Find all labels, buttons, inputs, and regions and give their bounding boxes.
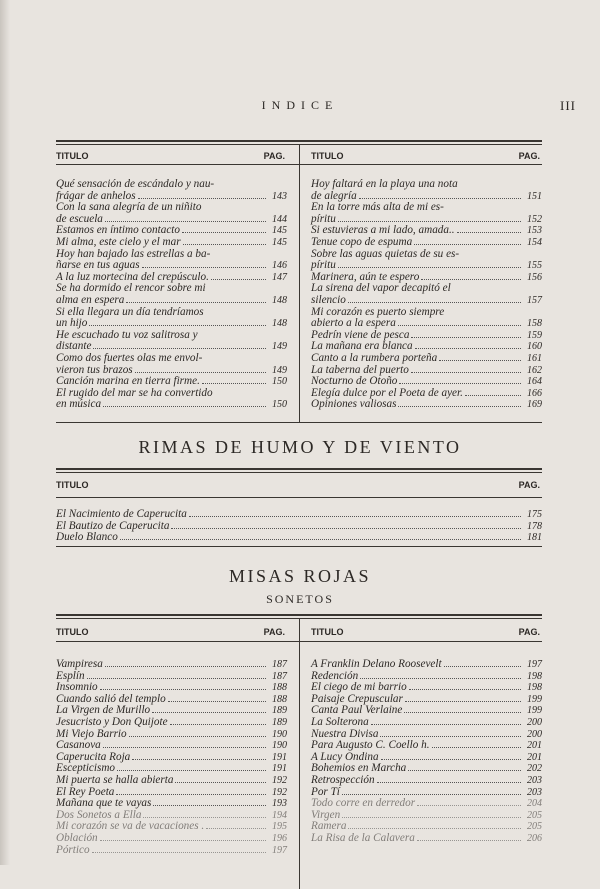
dot-leader bbox=[417, 805, 521, 806]
entry-title-line1: Con la sana alegría de un niñito bbox=[56, 201, 202, 214]
entry-title: Caperucita Roja bbox=[56, 750, 131, 763]
index-entry bbox=[56, 798, 287, 810]
dot-leader bbox=[143, 817, 266, 818]
entry-title: Redención bbox=[311, 669, 359, 682]
entry-title: Dos Sonetos a Ella bbox=[56, 808, 142, 821]
entry-page-number: 156 bbox=[527, 271, 542, 283]
entry-page-number: 201 bbox=[527, 740, 542, 752]
entry-title: Virgen bbox=[311, 808, 341, 821]
entry-page-number: 161 bbox=[527, 352, 542, 364]
column-divider bbox=[299, 145, 300, 164]
dot-leader bbox=[409, 689, 521, 690]
index-entry bbox=[311, 833, 542, 845]
entry-title: La taberna del puerto bbox=[311, 363, 409, 376]
entries-list bbox=[56, 498, 542, 546]
entry-title-line2: un hijo bbox=[56, 317, 88, 330]
dot-leader bbox=[93, 348, 266, 349]
dot-leader bbox=[405, 701, 521, 702]
index-entry bbox=[311, 659, 542, 671]
page-edge-shadow bbox=[0, 0, 10, 865]
entry-title: La Virgen de Murillo bbox=[56, 704, 151, 717]
dot-leader bbox=[100, 840, 266, 841]
entry-title: Ramera bbox=[311, 820, 347, 833]
entry-title: Bohemios en Marcha bbox=[311, 762, 407, 775]
entry-title-line2: píritu bbox=[311, 212, 336, 225]
entry-title: A Lucy Ondina bbox=[311, 750, 379, 763]
entry-page-number: 197 bbox=[527, 659, 542, 670]
entry-title: Tenue copo de espuma bbox=[311, 235, 413, 248]
entry-title-line2: vieron tus brazos bbox=[56, 363, 133, 376]
dot-leader bbox=[92, 852, 266, 853]
entry-page-number: 190 bbox=[272, 728, 287, 740]
entry-page-number: 192 bbox=[272, 774, 287, 786]
entry-page-number: 150 bbox=[272, 376, 287, 388]
header-titulo: TITULO bbox=[311, 627, 344, 637]
entry-page-number: 152 bbox=[527, 213, 542, 225]
entry-page-number: 200 bbox=[527, 728, 542, 740]
entry-page-number: 166 bbox=[527, 387, 542, 399]
index-entry bbox=[56, 659, 287, 671]
entry-title: Escepticismo bbox=[56, 762, 116, 775]
entry-title: Pórtico bbox=[56, 843, 90, 856]
entry-page-number: 164 bbox=[527, 376, 542, 388]
dot-leader bbox=[348, 828, 521, 829]
entry-title-line2: de alegría bbox=[311, 189, 357, 202]
entry-page-number: 149 bbox=[272, 341, 287, 353]
entry-title: Marinera, aún te espero bbox=[311, 270, 420, 283]
dot-leader bbox=[342, 794, 521, 795]
entry-title: Esplín bbox=[56, 669, 85, 682]
entry-title: Canta Paul Verlaine bbox=[311, 704, 403, 717]
entry-title-line1: El rugido del mar se ha convertido bbox=[56, 386, 213, 399]
entry-title: Si estuvieras a mi lado, amada.. bbox=[311, 224, 455, 237]
header-pag: PAG. bbox=[518, 480, 540, 490]
column-divider bbox=[299, 642, 300, 889]
entry-page-number: 154 bbox=[527, 236, 542, 248]
entry-page-number: 187 bbox=[272, 659, 287, 670]
index-entry bbox=[311, 775, 542, 787]
entry-title: Mañana que te vayas bbox=[56, 797, 152, 810]
column-divider bbox=[299, 165, 300, 422]
dot-leader bbox=[189, 516, 521, 517]
entry-title: La Risa de la Calavera bbox=[311, 831, 415, 844]
entry-page-number: 189 bbox=[272, 705, 287, 717]
entry-title-line1: Como dos fuertes olas me envol- bbox=[56, 351, 203, 364]
entry-page-number: 159 bbox=[527, 329, 542, 341]
dot-leader bbox=[377, 782, 521, 783]
entry-title: Insomnio bbox=[56, 681, 98, 694]
index-entry bbox=[56, 775, 287, 787]
index-entry bbox=[311, 399, 542, 411]
entry-title: El Nacimiento de Caperucita bbox=[56, 508, 187, 520]
index-section-1 bbox=[56, 140, 542, 423]
entry-page-number: 144 bbox=[272, 213, 287, 225]
dot-leader bbox=[168, 701, 266, 702]
entry-page-number: 194 bbox=[272, 809, 287, 821]
entry-page-number: 205 bbox=[527, 821, 542, 833]
dot-leader bbox=[116, 794, 266, 795]
dot-leader bbox=[152, 712, 266, 713]
dot-leader bbox=[153, 805, 266, 806]
entry-title: La Solterona bbox=[311, 715, 369, 728]
entry-title: Duelo Blanco bbox=[56, 531, 118, 544]
entry-title: Mi alma, este cielo y el mar bbox=[56, 235, 181, 248]
page-number: III bbox=[560, 98, 576, 113]
entry-page-number: 188 bbox=[272, 682, 287, 694]
entry-title: Oblación bbox=[56, 831, 98, 844]
dot-leader bbox=[404, 712, 521, 713]
entries-right-column bbox=[299, 179, 542, 422]
dot-leader bbox=[170, 724, 266, 725]
entry-title: A Franklin Delano Roosevelt bbox=[311, 658, 442, 670]
entry-page-number: 201 bbox=[527, 751, 542, 763]
dot-leader bbox=[465, 395, 521, 396]
entry-page-number: 197 bbox=[272, 844, 287, 856]
entry-page-number: 195 bbox=[272, 821, 287, 833]
entry-page-number: 147 bbox=[272, 271, 287, 283]
entry-page-number: 169 bbox=[527, 399, 542, 411]
index-entry bbox=[56, 353, 287, 376]
entry-title: Mi Viejo Barrio bbox=[56, 727, 127, 740]
dot-leader bbox=[348, 302, 521, 303]
dot-leader bbox=[457, 232, 521, 233]
entry-title-line2: alma en espera bbox=[56, 293, 125, 306]
bottom-rule bbox=[56, 546, 542, 547]
entry-page-number: 192 bbox=[272, 786, 287, 798]
entry-page-number: 191 bbox=[272, 751, 287, 763]
entry-title-line1: Se ha dormido el rencor sobre mi bbox=[56, 282, 206, 295]
index-entry bbox=[56, 521, 542, 533]
header-titulo: TITULO bbox=[56, 627, 89, 637]
index-entry bbox=[311, 249, 542, 272]
index-entry bbox=[56, 833, 287, 845]
entry-title-line1: Sobre las aguas quietas de su es- bbox=[311, 247, 460, 260]
entry-title: Pedrín viene de pesca bbox=[311, 328, 410, 341]
entry-title-line2: distante bbox=[56, 340, 92, 353]
index-entry bbox=[311, 179, 542, 202]
dot-leader bbox=[132, 759, 266, 760]
header-titulo: TITULO bbox=[56, 151, 89, 161]
dot-leader bbox=[439, 360, 521, 361]
entry-title-line1: Hoy han bajado las estrellas a ba- bbox=[56, 247, 211, 260]
entries-left-column bbox=[56, 659, 299, 889]
section-subtitle-sonetos: SONETOS bbox=[266, 592, 334, 606]
dot-leader bbox=[399, 383, 521, 384]
index-entry bbox=[56, 237, 287, 249]
index-entry bbox=[311, 283, 542, 306]
entry-page-number: 178 bbox=[527, 520, 542, 532]
entry-page-number: 145 bbox=[272, 225, 287, 237]
entry-page-number: 190 bbox=[272, 740, 287, 752]
section-title-misas: MISAS ROJAS bbox=[228, 566, 372, 586]
entry-page-number: 155 bbox=[527, 260, 542, 272]
entries-left-column bbox=[56, 179, 299, 422]
index-entry bbox=[311, 202, 542, 225]
index-entry bbox=[56, 179, 287, 202]
entry-page-number: 191 bbox=[272, 763, 287, 775]
entry-title: Elegía dulce por el Poeta de ayer. bbox=[311, 386, 463, 399]
entry-title: Paisaje Crepuscular bbox=[311, 692, 403, 705]
header-pag: PAG. bbox=[518, 627, 540, 637]
dot-leader bbox=[89, 325, 266, 326]
entry-page-number: 149 bbox=[272, 364, 287, 376]
entry-title-line1: Hoy faltará en la playa una nota bbox=[311, 178, 458, 190]
dot-leader bbox=[421, 279, 521, 280]
entry-title: Estamos en íntimo contacto bbox=[56, 224, 180, 237]
entry-title: El Bautizo de Caperucita bbox=[56, 519, 170, 532]
index-entry bbox=[311, 353, 542, 365]
entry-title-line1: La sirena del vapor decapitó el bbox=[311, 282, 451, 295]
index-entry bbox=[311, 740, 542, 752]
index-entry bbox=[311, 237, 542, 249]
entry-page-number: 146 bbox=[272, 260, 287, 272]
entry-page-number: 143 bbox=[272, 190, 287, 202]
dot-leader bbox=[100, 689, 266, 690]
dot-leader bbox=[105, 221, 266, 222]
index-entry bbox=[56, 330, 287, 353]
entry-title: La mañana era blanca bbox=[311, 340, 413, 353]
entry-page-number: 188 bbox=[272, 693, 287, 705]
dot-leader bbox=[338, 221, 521, 222]
entry-title-line1: Qué sensación de escándalo y nau- bbox=[56, 178, 215, 190]
dot-leader bbox=[138, 198, 266, 199]
index-entry bbox=[56, 388, 287, 411]
dot-leader bbox=[342, 817, 521, 818]
dot-leader bbox=[117, 770, 266, 771]
entry-title: Para Augusto C. Coello h. bbox=[311, 739, 430, 752]
dot-leader bbox=[417, 840, 521, 841]
entry-page-number: 189 bbox=[272, 716, 287, 728]
entry-title: Mi puerta se halla abierta bbox=[56, 773, 174, 786]
entry-page-number: 193 bbox=[272, 798, 287, 810]
entry-page-number: 204 bbox=[527, 798, 542, 810]
dot-leader bbox=[360, 678, 521, 679]
dot-leader bbox=[175, 782, 266, 783]
dot-leader bbox=[183, 244, 266, 245]
index-entry bbox=[56, 283, 287, 306]
dot-leader bbox=[415, 348, 521, 349]
dot-leader bbox=[135, 372, 266, 373]
entry-title: Casanova bbox=[56, 739, 101, 752]
entry-page-number: 196 bbox=[272, 832, 287, 844]
index-entry bbox=[56, 532, 542, 544]
entry-page-number: 203 bbox=[527, 786, 542, 798]
entry-page-number: 157 bbox=[527, 294, 542, 306]
column-divider bbox=[299, 619, 300, 641]
index-entry bbox=[56, 376, 287, 388]
index-section-2 bbox=[56, 468, 542, 547]
entry-title: Opiniones valiosas bbox=[311, 398, 397, 411]
dot-leader bbox=[126, 302, 266, 303]
dot-leader bbox=[411, 337, 521, 338]
entry-page-number: 150 bbox=[272, 399, 287, 411]
entry-page-number: 148 bbox=[272, 294, 287, 306]
dot-leader bbox=[103, 406, 266, 407]
entry-title: Mi corazón se va de vacaciones . bbox=[56, 820, 205, 833]
entry-page-number: 202 bbox=[527, 763, 542, 775]
entry-title: Nocturno de Otoño bbox=[311, 375, 398, 388]
entries-right-column bbox=[299, 659, 542, 889]
entry-title-line2: abierto a la espera bbox=[311, 317, 396, 330]
index-entry bbox=[311, 376, 542, 388]
entry-title: Nuestra Divisa bbox=[311, 727, 379, 740]
dot-leader bbox=[338, 267, 521, 268]
entry-title: Jesucristo y Don Quijote bbox=[56, 715, 168, 728]
entry-page-number: 200 bbox=[527, 716, 542, 728]
entry-page-number: 198 bbox=[527, 682, 542, 694]
header-pag: PAG. bbox=[263, 627, 285, 637]
dot-leader bbox=[444, 666, 521, 667]
index-entry bbox=[56, 509, 542, 521]
entry-page-number: 203 bbox=[527, 774, 542, 786]
dot-leader bbox=[398, 325, 521, 326]
entry-title-line2: en música bbox=[56, 398, 102, 411]
entry-page-number: 175 bbox=[527, 509, 542, 520]
entry-page-number: 162 bbox=[527, 364, 542, 376]
dot-leader bbox=[171, 528, 521, 529]
dot-leader bbox=[408, 770, 521, 771]
entry-title-line1: He escuchado tu voz salitrosa y bbox=[56, 328, 198, 341]
bottom-rule bbox=[56, 422, 542, 423]
entry-title-line2: de escuela bbox=[56, 212, 103, 225]
entry-title: Retrospección bbox=[311, 773, 375, 786]
dot-leader bbox=[211, 279, 266, 280]
entry-title-line2: silencio bbox=[311, 293, 346, 306]
running-head-title: INDICE bbox=[261, 98, 339, 112]
entry-title: Por Tí bbox=[311, 785, 340, 798]
dot-leader bbox=[380, 736, 521, 737]
dot-leader bbox=[105, 666, 266, 667]
entry-title: Cuando salió del templo bbox=[56, 692, 166, 705]
index-section-3 bbox=[56, 614, 542, 889]
index-entry bbox=[311, 798, 542, 810]
dot-leader bbox=[142, 267, 266, 268]
index-entry bbox=[56, 740, 287, 752]
dot-leader bbox=[411, 372, 521, 373]
entry-title-line2: frágar de anhelos bbox=[56, 189, 136, 202]
dot-leader bbox=[371, 724, 521, 725]
index-entry bbox=[311, 717, 542, 729]
header-pag: PAG. bbox=[263, 151, 285, 161]
entry-title: El ciego de mi barrio bbox=[311, 681, 407, 694]
dot-leader bbox=[359, 198, 521, 199]
dot-leader bbox=[398, 406, 521, 407]
dot-leader bbox=[414, 244, 521, 245]
index-entry bbox=[56, 717, 287, 729]
entry-page-number: 187 bbox=[272, 670, 287, 682]
entry-page-number: 206 bbox=[527, 832, 542, 844]
header-pag: PAG. bbox=[518, 151, 540, 161]
entry-page-number: 158 bbox=[527, 318, 542, 330]
header-titulo: TITULO bbox=[311, 151, 344, 161]
index-entry bbox=[56, 307, 287, 330]
entry-page-number: 148 bbox=[272, 318, 287, 330]
entry-page-number: 181 bbox=[527, 532, 542, 544]
dot-leader bbox=[381, 759, 521, 760]
dot-leader bbox=[202, 383, 266, 384]
entry-title: Canción marina en tierra firme. bbox=[56, 375, 200, 388]
entry-page-number: 160 bbox=[527, 341, 542, 353]
dot-leader bbox=[129, 736, 266, 737]
entry-page-number: 145 bbox=[272, 236, 287, 248]
entry-page-number: 153 bbox=[527, 225, 542, 237]
section-title-rimas: RIMAS DE HUMO Y DE VIENTO bbox=[138, 437, 462, 457]
entry-title: Todo corre en derredor bbox=[311, 797, 416, 810]
entry-title-line1: Si ella llegara un día tendríamos bbox=[56, 305, 204, 318]
entry-title: A la luz mortecina del crepúsculo. bbox=[56, 270, 209, 283]
dot-leader bbox=[87, 678, 266, 679]
entry-title: Vampiresa bbox=[56, 658, 103, 670]
dot-leader bbox=[182, 232, 266, 233]
entry-page-number: 151 bbox=[527, 190, 542, 202]
entry-title-line2: ñarse en tus aguas bbox=[56, 259, 140, 272]
dot-leader bbox=[120, 539, 521, 540]
index-entry bbox=[56, 202, 287, 225]
dot-leader bbox=[206, 828, 266, 829]
entry-title-line1: En la torre más alta de mi es- bbox=[311, 201, 444, 214]
entry-title: Canto a la rumbera porteña bbox=[311, 351, 438, 364]
index-entry bbox=[311, 307, 542, 330]
entry-page-number: 205 bbox=[527, 809, 542, 821]
entry-title-line2: píritu bbox=[311, 259, 336, 272]
entry-title-line1: Mi corazón es puerto siempre bbox=[311, 305, 445, 318]
entry-page-number: 198 bbox=[527, 670, 542, 682]
index-entry bbox=[56, 845, 287, 857]
index-entry bbox=[56, 249, 287, 272]
dot-leader bbox=[103, 747, 266, 748]
entry-page-number: 199 bbox=[527, 693, 542, 705]
dot-leader bbox=[432, 747, 521, 748]
entry-page-number: 199 bbox=[527, 705, 542, 717]
header-titulo: TITULO bbox=[56, 480, 89, 490]
entry-title: El Rey Poeta bbox=[56, 785, 115, 798]
